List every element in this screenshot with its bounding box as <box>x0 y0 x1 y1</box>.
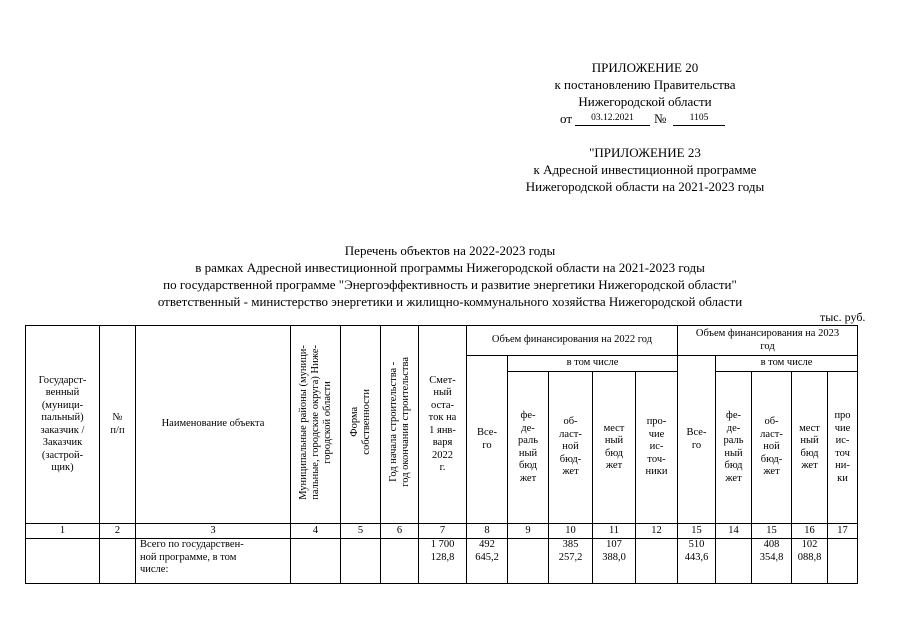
header-years: Год начала строительства - год окончания строительства <box>381 326 419 524</box>
column-number: 11 <box>593 524 636 539</box>
header-2023-incl: в том числе <box>716 356 858 372</box>
objects-table <box>25 325 858 584</box>
header-balance: Смет- ный оста- ток на 1 янв- варя 2022 г. <box>419 326 467 524</box>
header-2023-federal: фе- де- раль ный бюд жет <box>716 372 752 524</box>
column-number: 5 <box>341 524 381 539</box>
cell-2023-local: 102 088,8 <box>792 539 828 584</box>
units-label: тыс. руб. <box>820 310 866 324</box>
column-number: 15 <box>678 524 716 539</box>
cell-ownership <box>341 539 381 584</box>
header-number: № п/п <box>100 326 136 524</box>
header-object-name: Наименование объекта <box>136 326 291 524</box>
header-2023-total: Все- го <box>678 356 716 524</box>
header-2023-regional: об- ласт- ной бюд- жет <box>752 372 792 524</box>
header-row-1 <box>26 326 858 356</box>
cell-2022-total: 492 645,2 <box>467 539 508 584</box>
header-2022-local: мест ный бюд жет <box>593 372 636 524</box>
header-2022-regional: об- ласт- ной бюд- жет <box>549 372 593 524</box>
cell-number <box>100 539 136 584</box>
cell-2023-other <box>828 539 858 584</box>
doc-title-line1: Перечень объектов на 2022-2023 годы <box>344 243 556 258</box>
appendix2-line3: Нижегородской области на 2021-2023 годы <box>525 179 765 194</box>
column-number: 2 <box>100 524 136 539</box>
cell-customer <box>26 539 100 584</box>
column-number: 12 <box>636 524 678 539</box>
number-label: № <box>654 111 667 126</box>
column-number-row <box>26 524 858 539</box>
header-2022-other: про- чие ис- точ- ники <box>636 372 678 524</box>
header-customer: Государст- венный (муници- пальный) заказчик / Заказчик (застрой- щик) <box>26 326 100 524</box>
column-number: 15 <box>752 524 792 539</box>
column-number: 9 <box>508 524 549 539</box>
header-2022-total: Все- го <box>467 356 508 524</box>
appendix2-line2: к Адресной инвестиционной программе <box>533 162 757 177</box>
header-district: Муниципальные районы (муници- пальные, городские округа) Ниже- городской области <box>291 326 341 524</box>
header-2023-other: про чие ис- точ ни- ки <box>828 372 858 524</box>
date-value: 03.12.2021 <box>575 112 650 126</box>
cell-2023-total: 510 443,6 <box>678 539 716 584</box>
header-2023-local: мест ный бюд жет <box>792 372 828 524</box>
from-label: от <box>560 111 573 126</box>
number-value: 1105 <box>673 112 725 126</box>
cell-2022-other <box>636 539 678 584</box>
doc-title-line4: ответственный - министерство энергетики и жилищно-коммунального хозяйства Нижегородской области <box>157 294 743 309</box>
header-fin-2023: Объем финансирования на 2023 год <box>678 326 858 356</box>
cell-district <box>291 539 341 584</box>
column-number: 14 <box>716 524 752 539</box>
cell-2022-regional: 385 257,2 <box>549 539 593 584</box>
column-number: 8 <box>467 524 508 539</box>
appendix-line2: к постановлению Правительства <box>554 77 736 92</box>
doc-title-line3: по государственной программе "Энергоэффективность и развитие энергетики Нижегородской области" <box>163 277 737 292</box>
column-number: 1 <box>26 524 100 539</box>
appendix2-title: "ПРИЛОЖЕНИЕ 23 <box>589 145 701 160</box>
cell-2022-local: 107 388,0 <box>593 539 636 584</box>
column-number: 6 <box>381 524 419 539</box>
appendix-title: ПРИЛОЖЕНИЕ 20 <box>591 60 699 75</box>
header-fin-2022: Объем финансирования на 2022 год <box>467 326 678 356</box>
column-number: 17 <box>828 524 858 539</box>
column-number: 10 <box>549 524 593 539</box>
cell-object-name: Всего по государствен- ной программе, в том числе: <box>136 539 291 584</box>
appendix-line3: Нижегородской области <box>578 94 712 109</box>
header-2022-federal: фе- де- раль ный бюд жет <box>508 372 549 524</box>
header-2022-incl: в том числе <box>508 356 678 372</box>
cell-2023-federal <box>716 539 752 584</box>
cell-2023-regional: 408 354,8 <box>752 539 792 584</box>
header-ownership: Форма собственности <box>341 326 381 524</box>
cell-years <box>381 539 419 584</box>
cell-2022-federal <box>508 539 549 584</box>
cell-balance: 1 700 128,8 <box>419 539 467 584</box>
table-row <box>26 539 858 584</box>
doc-title-line2: в рамках Адресной инвестиционной программы Нижегородской области на 2021-2023 годы <box>195 260 705 275</box>
column-number: 4 <box>291 524 341 539</box>
column-number: 7 <box>419 524 467 539</box>
column-number: 3 <box>136 524 291 539</box>
column-number: 16 <box>792 524 828 539</box>
